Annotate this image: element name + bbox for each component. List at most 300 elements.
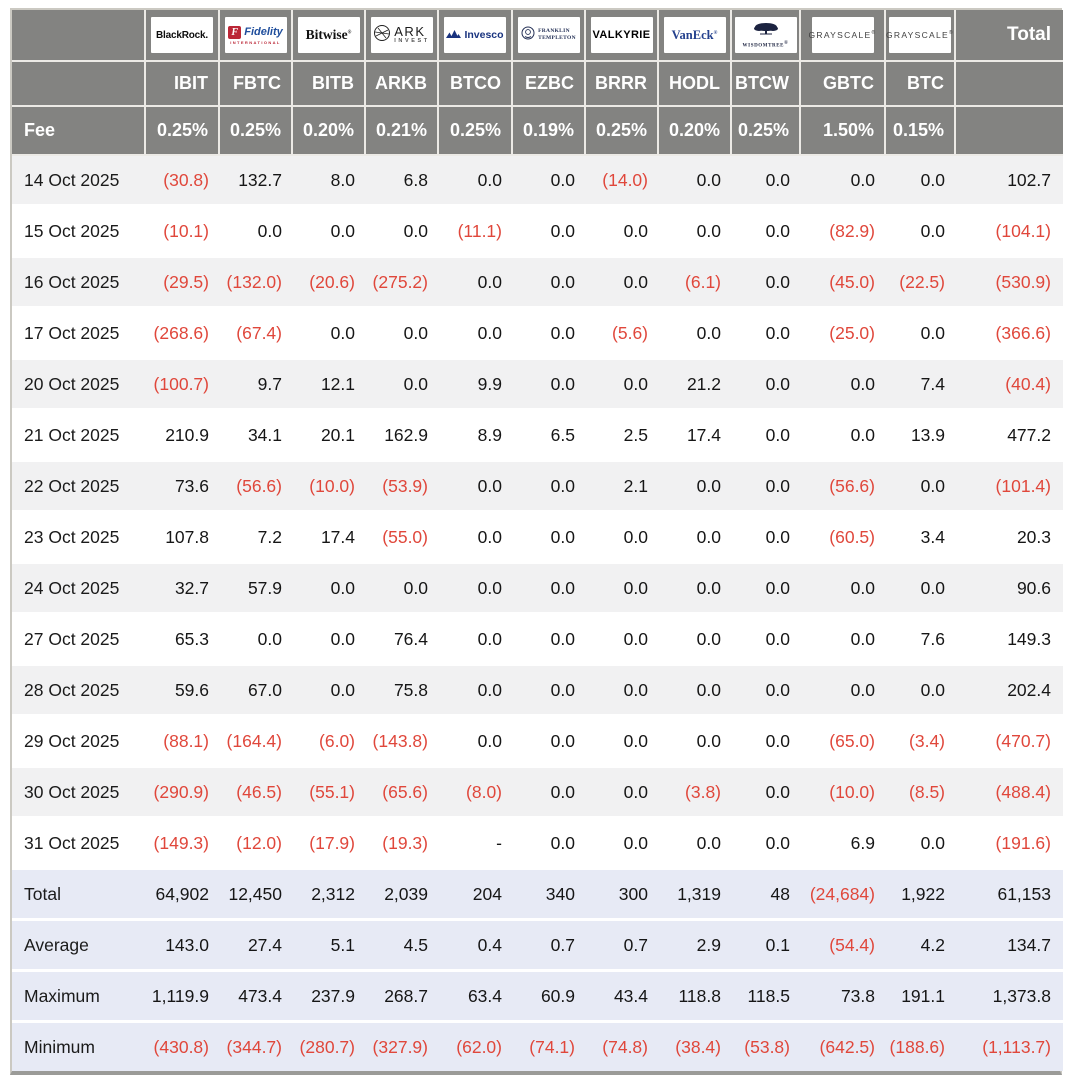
flow-cell: 73.6 <box>145 461 219 512</box>
flow-cell: 57.9 <box>219 563 292 614</box>
flow-cell: (67.4) <box>219 308 292 359</box>
daily-flow-row <box>12 410 1063 461</box>
flow-cell: (82.9) <box>800 206 885 257</box>
flow-cell: 0.0 <box>658 155 731 206</box>
flow-cell: 0.0 <box>731 359 800 410</box>
flow-cell: 0.0 <box>292 614 365 665</box>
daily-rows <box>12 155 1063 869</box>
flow-cell: 0.0 <box>292 308 365 359</box>
flow-cell: 0.0 <box>885 206 955 257</box>
row-total-cell: (366.6) <box>955 308 1063 359</box>
issuer-logo-badge <box>444 17 506 53</box>
flow-cell: 7.4 <box>885 359 955 410</box>
summary-total-cell: (1,113.7) <box>982 1036 1051 1057</box>
flow-cell: (12.0) <box>219 818 292 869</box>
registered-mark: ® <box>713 30 718 36</box>
summary-value-cell: 300 <box>585 869 658 920</box>
flow-cell: 17.4 <box>658 410 731 461</box>
issuer-logo-badge <box>591 17 653 53</box>
fidelity-sub-text: INTERNATIONAL <box>230 39 281 45</box>
flow-cell: (22.5) <box>885 257 955 308</box>
flow-cell: (19.3) <box>365 818 438 869</box>
flow-cell: (3.8) <box>658 767 731 818</box>
row-total-cell: 477.2 <box>955 410 1063 461</box>
daily-flow-row <box>12 716 1063 767</box>
summary-value-cell: 4.5 <box>365 920 438 971</box>
flow-cell: 0.0 <box>512 359 585 410</box>
ticker-row-spacer <box>12 61 145 106</box>
flow-cell: (3.4) <box>885 716 955 767</box>
flow-cell: 0.0 <box>292 563 365 614</box>
fee-cell-gbtc: 1.50% <box>800 106 885 155</box>
flow-cell: (268.6) <box>145 308 219 359</box>
flow-cell: 0.0 <box>800 665 885 716</box>
flow-cell: (100.7) <box>145 359 219 410</box>
date-cell: 16 Oct 2025 <box>12 257 145 308</box>
flow-cell: 0.0 <box>731 461 800 512</box>
flow-cell: 210.9 <box>145 410 219 461</box>
summary-row-maximum <box>12 971 1063 1022</box>
franklin-line2: TEMPLETON <box>538 35 576 41</box>
summary-value-cell: (24,684) <box>800 869 885 920</box>
date-cell: 15 Oct 2025 <box>12 206 145 257</box>
summary-total-cell: 1,373.8 <box>955 971 1063 1022</box>
flow-cell: 0.0 <box>585 563 658 614</box>
date-cell: 27 Oct 2025 <box>12 614 145 665</box>
fidelity-logo <box>228 26 283 39</box>
flow-cell: (65.0) <box>800 716 885 767</box>
flow-cell: (5.6) <box>585 308 658 359</box>
flow-cell: 162.9 <box>365 410 438 461</box>
flow-cell: (10.0) <box>292 461 365 512</box>
invesco-logo-text: Invesco <box>464 29 504 41</box>
flow-cell: 0.0 <box>438 308 512 359</box>
flow-cell: 21.2 <box>658 359 731 410</box>
flow-cell: (290.9) <box>145 767 219 818</box>
row-total-cell: 90.6 <box>955 563 1063 614</box>
daily-flow-row <box>12 206 1063 257</box>
summary-row-average <box>12 920 1063 971</box>
flow-cell: 0.0 <box>365 359 438 410</box>
total-column-header: Total <box>955 10 1063 61</box>
bitwise-logo-text: Bitwise® <box>305 27 352 42</box>
flow-cell: 0.0 <box>219 614 292 665</box>
corner-cell <box>12 10 145 61</box>
registered-mark: ® <box>347 30 352 36</box>
flow-cell: 7.6 <box>885 614 955 665</box>
fee-cell-hodl: 0.20% <box>658 106 731 155</box>
summary-value-cell: 118.8 <box>658 971 731 1022</box>
flow-cell: 0.0 <box>438 716 512 767</box>
summary-value-cell: 340 <box>512 869 585 920</box>
flow-cell: 6.5 <box>512 410 585 461</box>
flow-cell: 0.0 <box>885 665 955 716</box>
flow-cell: 0.0 <box>731 410 800 461</box>
issuer-logo-cell <box>800 10 885 61</box>
ticker-header-btco: BTCO <box>438 61 512 106</box>
flow-cell: 0.0 <box>292 206 365 257</box>
flow-cell: 0.0 <box>885 155 955 206</box>
summary-value-cell: 12,450 <box>219 869 292 920</box>
grayscale-logo-text: GRAYSCALE® <box>808 30 877 40</box>
flow-cell: 0.0 <box>438 563 512 614</box>
flow-cell: (46.5) <box>219 767 292 818</box>
flow-cell: 0.0 <box>585 206 658 257</box>
flow-cell: 0.0 <box>800 563 885 614</box>
summary-value-cell: 27.4 <box>219 920 292 971</box>
summary-value-cell: 1,119.9 <box>145 971 219 1022</box>
summary-row-total <box>12 869 1063 920</box>
summary-value-cell: (74.1) <box>529 1036 575 1057</box>
fee-cell-btcw: 0.25% <box>731 106 800 155</box>
summary-value-cell: (344.7) <box>226 1036 282 1057</box>
fee-cell-ezbc: 0.19% <box>512 106 585 155</box>
issuer-logo-cell <box>219 10 292 61</box>
fee-cell-btco: 0.25% <box>438 106 512 155</box>
date-cell: 29 Oct 2025 <box>12 716 145 767</box>
flow-cell: 0.0 <box>512 257 585 308</box>
flow-cell: 0.0 <box>585 767 658 818</box>
flow-cell: 0.0 <box>585 257 658 308</box>
flow-cell: 0.0 <box>585 512 658 563</box>
flow-cell: 0.0 <box>800 155 885 206</box>
summary-label: Minimum <box>24 1036 95 1057</box>
summary-value-cell: 2,312 <box>292 869 365 920</box>
flow-cell: 0.0 <box>731 818 800 869</box>
issuer-logo-badge <box>298 17 360 53</box>
daily-flow-row <box>12 257 1063 308</box>
flow-cell: 0.0 <box>438 614 512 665</box>
flow-cell: 2.1 <box>585 461 658 512</box>
summary-value-cell: 2.9 <box>658 920 731 971</box>
flow-cell: (6.0) <box>292 716 365 767</box>
flow-cell: 0.0 <box>438 665 512 716</box>
flow-cell: (143.8) <box>365 716 438 767</box>
flow-cell: 0.0 <box>731 206 800 257</box>
summary-value-cell: 64,902 <box>145 869 219 920</box>
issuer-logo-cell <box>365 10 438 61</box>
fee-cell-bitb: 0.20% <box>292 106 365 155</box>
flow-cell: 3.4 <box>885 512 955 563</box>
flow-cell: 0.0 <box>365 308 438 359</box>
issuer-logo-cell <box>885 10 955 61</box>
ticker-header-arkb: ARKB <box>365 61 438 106</box>
fee-row-label: Fee <box>12 106 145 155</box>
flow-cell: 0.0 <box>512 563 585 614</box>
flow-cell: (149.3) <box>145 818 219 869</box>
flow-cell: 0.0 <box>512 614 585 665</box>
flow-cell: (56.6) <box>800 461 885 512</box>
daily-flow-row <box>12 614 1063 665</box>
flow-cell: 59.6 <box>145 665 219 716</box>
flow-cell: (11.1) <box>438 206 512 257</box>
flow-cell: (132.0) <box>219 257 292 308</box>
flow-cell: 0.0 <box>885 818 955 869</box>
summary-value-cell: 48 <box>731 869 800 920</box>
summary-label: Total <box>12 869 145 920</box>
flow-cell: (88.1) <box>145 716 219 767</box>
flow-cell: 0.0 <box>800 359 885 410</box>
date-cell: 31 Oct 2025 <box>12 818 145 869</box>
summary-label: Average <box>12 920 145 971</box>
flow-cell: 0.0 <box>885 461 955 512</box>
issuer-logo-cell <box>438 10 512 61</box>
summary-value-cell: 43.4 <box>585 971 658 1022</box>
flow-cell: 0.0 <box>585 716 658 767</box>
daily-flow-row <box>12 665 1063 716</box>
flow-cell: (30.8) <box>145 155 219 206</box>
date-cell: 20 Oct 2025 <box>12 359 145 410</box>
flow-cell: 0.0 <box>885 308 955 359</box>
ticker-header-fbtc: FBTC <box>219 61 292 106</box>
wisdomtree-tree-icon <box>751 22 781 40</box>
row-total-cell: (101.4) <box>955 461 1063 512</box>
flow-cell: 0.0 <box>219 206 292 257</box>
summary-value-cell: (54.4) <box>800 920 885 971</box>
flow-cell: (29.5) <box>145 257 219 308</box>
flow-cell: 9.7 <box>219 359 292 410</box>
flow-cell: 0.0 <box>585 665 658 716</box>
flow-cell: (45.0) <box>800 257 885 308</box>
ticker-header-ibit: IBIT <box>145 61 219 106</box>
issuer-logo-cell <box>658 10 731 61</box>
summary-label: Maximum <box>12 971 145 1022</box>
ticker-header-brrr: BRRR <box>585 61 658 106</box>
date-cell: 23 Oct 2025 <box>12 512 145 563</box>
summary-rows <box>12 869 1063 1072</box>
flow-cell: 0.0 <box>731 512 800 563</box>
flow-cell: 0.0 <box>512 308 585 359</box>
summary-value-cell: 63.4 <box>438 971 512 1022</box>
flow-cell: 0.0 <box>292 665 365 716</box>
wisdomtree-logo-text: WISDOMTREE® <box>742 40 789 49</box>
row-total-cell: (104.1) <box>955 206 1063 257</box>
summary-value-cell: 0.4 <box>438 920 512 971</box>
flow-cell: 34.1 <box>219 410 292 461</box>
daily-flow-row <box>12 563 1063 614</box>
fidelity-logo-text: Fidelity <box>244 26 283 38</box>
ticker-header-ezbc: EZBC <box>512 61 585 106</box>
flow-cell: 0.0 <box>512 155 585 206</box>
summary-value-cell: 191.1 <box>885 971 955 1022</box>
row-total-cell: 149.3 <box>955 614 1063 665</box>
flow-cell: 0.0 <box>658 308 731 359</box>
flow-cell: 9.9 <box>438 359 512 410</box>
daily-flow-row <box>12 767 1063 818</box>
fee-row-total-spacer <box>955 106 1063 155</box>
flow-cell: 12.1 <box>292 359 365 410</box>
issuer-logo-cell <box>731 10 800 61</box>
fee-cell-brrr: 0.25% <box>585 106 658 155</box>
flow-cell: 0.0 <box>512 767 585 818</box>
summary-value-cell: (280.7) <box>299 1036 355 1057</box>
flow-cell: (55.0) <box>365 512 438 563</box>
flow-cell: 0.0 <box>731 155 800 206</box>
flow-cell: 0.0 <box>512 716 585 767</box>
issuer-logo-badge <box>225 17 287 53</box>
grayscale-logo-text: GRAYSCALE® <box>885 30 955 40</box>
summary-value-cell: 0.7 <box>585 920 658 971</box>
summary-value-cell: (430.8) <box>153 1036 209 1057</box>
flow-cell: (65.6) <box>365 767 438 818</box>
flow-cell: 0.0 <box>658 716 731 767</box>
flow-cell: (14.0) <box>585 155 658 206</box>
etf-flow-table-container <box>10 8 1062 1075</box>
ticker-header-bitb: BITB <box>292 61 365 106</box>
summary-value-cell: (53.8) <box>744 1036 790 1057</box>
flow-cell: 0.0 <box>512 818 585 869</box>
summary-value-cell: 268.7 <box>365 971 438 1022</box>
ticker-row-total-spacer <box>955 61 1063 106</box>
registered-mark: ® <box>871 30 877 37</box>
summary-value-cell: (188.6) <box>889 1036 945 1057</box>
flow-cell: (17.9) <box>292 818 365 869</box>
issuer-logo-cell <box>512 10 585 61</box>
vaneck-logo-text: VanEck® <box>671 27 718 42</box>
flow-cell: 67.0 <box>219 665 292 716</box>
flow-cell: 0.0 <box>731 665 800 716</box>
date-cell: 28 Oct 2025 <box>12 665 145 716</box>
flow-cell: 0.0 <box>438 461 512 512</box>
summary-value-cell: 60.9 <box>512 971 585 1022</box>
flow-cell: 0.0 <box>512 206 585 257</box>
summary-value-cell: (62.0) <box>456 1036 502 1057</box>
invesco-mountain-icon <box>446 26 461 44</box>
flow-cell: 65.3 <box>145 614 219 665</box>
flow-cell: 0.0 <box>731 767 800 818</box>
row-total-cell: (530.9) <box>955 257 1063 308</box>
logo-row <box>12 10 1063 61</box>
summary-value-cell: 0.7 <box>512 920 585 971</box>
issuer-logo-cell <box>292 10 365 61</box>
flow-cell: 0.0 <box>658 614 731 665</box>
flow-cell: 0.0 <box>585 614 658 665</box>
row-total-cell: (488.4) <box>955 767 1063 818</box>
date-cell: 24 Oct 2025 <box>12 563 145 614</box>
daily-flow-row <box>12 155 1063 206</box>
flow-cell: 75.8 <box>365 665 438 716</box>
ticker-header-btcw: BTCW <box>731 61 800 106</box>
flow-cell: 13.9 <box>885 410 955 461</box>
flow-cell: (8.0) <box>438 767 512 818</box>
flow-cell: 0.0 <box>731 614 800 665</box>
flow-cell: 6.8 <box>365 155 438 206</box>
daily-flow-row <box>12 818 1063 869</box>
flow-cell: 0.0 <box>438 257 512 308</box>
fee-row <box>12 106 1063 155</box>
summary-value-cell: (74.8) <box>602 1036 648 1057</box>
flow-cell: 0.0 <box>658 818 731 869</box>
issuer-logo-badge <box>371 17 433 53</box>
flow-cell: (20.6) <box>292 257 365 308</box>
issuer-logo-badge <box>885 17 955 53</box>
flow-cell: 0.0 <box>512 512 585 563</box>
summary-value-cell: 204 <box>438 869 512 920</box>
flow-cell: (6.1) <box>658 257 731 308</box>
issuer-logo-badge <box>518 17 580 53</box>
flow-cell: - <box>438 818 512 869</box>
flow-cell: 0.0 <box>800 410 885 461</box>
daily-flow-row <box>12 308 1063 359</box>
flow-cell: 20.1 <box>292 410 365 461</box>
flow-cell: (275.2) <box>365 257 438 308</box>
date-cell: 21 Oct 2025 <box>12 410 145 461</box>
flow-cell: (10.1) <box>145 206 219 257</box>
fee-cell-ibit: 0.25% <box>145 106 219 155</box>
ark-logo <box>373 24 429 47</box>
etf-flow-table <box>12 10 1063 1071</box>
flow-cell: (60.5) <box>800 512 885 563</box>
flow-cell: 0.0 <box>658 665 731 716</box>
row-total-cell: (191.6) <box>955 818 1063 869</box>
flow-cell: (53.9) <box>365 461 438 512</box>
flow-cell: 76.4 <box>365 614 438 665</box>
flow-cell: 0.0 <box>438 155 512 206</box>
date-cell: 17 Oct 2025 <box>12 308 145 359</box>
flow-cell: 0.0 <box>512 665 585 716</box>
ark-sub-text: INVEST <box>394 38 430 45</box>
daily-flow-row <box>12 461 1063 512</box>
ticker-header-btc: BTC <box>885 61 955 106</box>
row-total-cell: 202.4 <box>955 665 1063 716</box>
flow-cell: 0.0 <box>512 461 585 512</box>
flow-cell: (55.1) <box>292 767 365 818</box>
flow-cell: 107.8 <box>145 512 219 563</box>
daily-flow-row <box>12 359 1063 410</box>
flow-cell: 7.2 <box>219 512 292 563</box>
flow-cell: 0.0 <box>731 308 800 359</box>
issuer-logo-badge <box>808 17 877 53</box>
fee-cell-fbtc: 0.25% <box>219 106 292 155</box>
flow-cell: 17.4 <box>292 512 365 563</box>
flow-cell: 0.0 <box>885 563 955 614</box>
flow-cell: 0.0 <box>731 716 800 767</box>
flow-cell: 6.9 <box>800 818 885 869</box>
flow-cell: 132.7 <box>219 155 292 206</box>
flow-cell: (10.0) <box>800 767 885 818</box>
date-cell: 30 Oct 2025 <box>12 767 145 818</box>
row-total-cell: (40.4) <box>955 359 1063 410</box>
flow-cell: 0.0 <box>658 206 731 257</box>
issuer-logo-badge <box>735 17 797 53</box>
issuer-logo-badge <box>151 17 213 53</box>
flow-cell: 0.0 <box>658 512 731 563</box>
blackrock-logo-text: BlackRock. <box>156 29 208 41</box>
summary-value-cell: (327.9) <box>372 1036 428 1057</box>
flow-cell: 0.0 <box>731 563 800 614</box>
summary-value-cell: 473.4 <box>219 971 292 1022</box>
valkyrie-logo-text: VALKYRIE <box>592 29 651 41</box>
summary-value-cell: 5.1 <box>292 920 365 971</box>
ark-logo-text: ARK <box>394 24 426 40</box>
summary-value-cell: (642.5) <box>819 1036 875 1057</box>
date-cell: 14 Oct 2025 <box>12 155 145 206</box>
flow-cell: (164.4) <box>219 716 292 767</box>
daily-flow-row <box>12 512 1063 563</box>
flow-cell: 32.7 <box>145 563 219 614</box>
invesco-logo <box>446 26 503 44</box>
flow-cell: 0.0 <box>365 563 438 614</box>
row-total-cell: 20.3 <box>955 512 1063 563</box>
flow-cell: 0.0 <box>731 257 800 308</box>
row-total-cell: 102.7 <box>955 155 1063 206</box>
table-header <box>12 10 1063 155</box>
flow-cell: 8.0 <box>292 155 365 206</box>
issuer-logo-cell <box>585 10 658 61</box>
row-total-cell: (470.7) <box>955 716 1063 767</box>
summary-value-cell: 118.5 <box>731 971 800 1022</box>
registered-mark: ® <box>949 30 955 37</box>
